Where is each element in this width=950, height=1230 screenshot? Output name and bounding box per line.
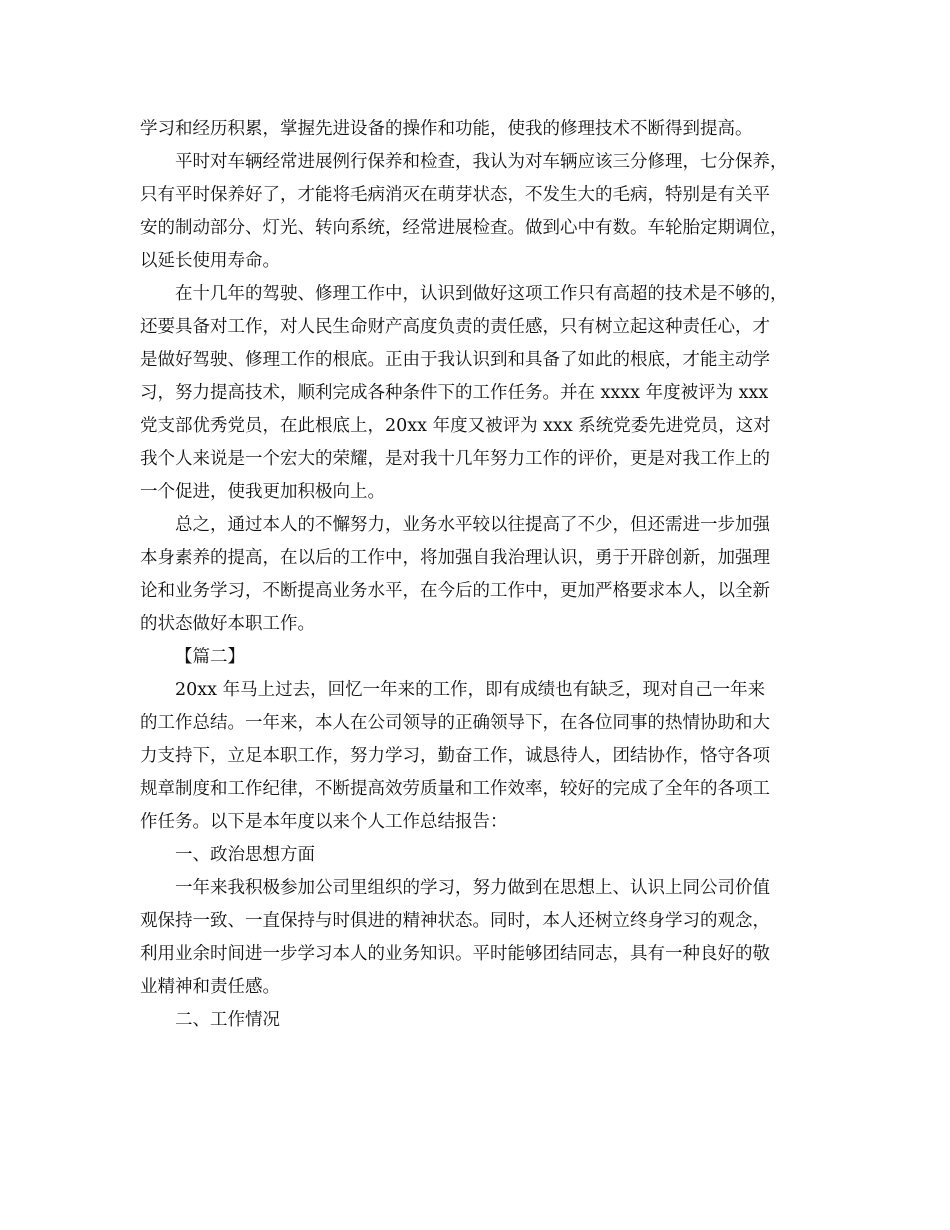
- text-line: 观保持一致、一直保持与时俱进的精神状态。同时，本人还树立终身学习的观念，: [140, 911, 770, 931]
- text-line: 以延长使用寿命。: [140, 251, 280, 271]
- subsection-heading: 二、工作情况: [175, 1010, 280, 1030]
- text-line: 业精神和责任感。: [140, 977, 280, 997]
- text-line: 一年来我积极参加公司里组织的学习，努力做到在思想上、认识上同公司价值: [175, 878, 770, 898]
- text-line: 习，努力提高技术，顺利完成各种条件下的工作任务。并在 xxxx 年度被评为 xxx: [140, 383, 769, 403]
- text-line: 党支部优秀党员，在此根底上，20xx 年度又被评为 xxx 系统党委先进党员，这对: [140, 416, 771, 436]
- text-line: 在十几年的驾驶、修理工作中，认识到做好这项工作只有高超的技术是不够的，: [175, 284, 788, 304]
- subsection-heading: 一、政治思想方面: [175, 845, 315, 865]
- document-body: [140, 113, 830, 1037]
- text-line: 一个促进，使我更加积极向上。: [140, 482, 385, 502]
- text-line: 20xx 年马上过去，回忆一年来的工作，即有成绩也有缺乏，现对自己一年来: [175, 680, 766, 700]
- text-line: 的工作总结。一年来，本人在公司领导的正确领导下，在各位同事的热情协助和大: [140, 713, 770, 733]
- text-line: 本身素养的提高，在以后的工作中，将加强自我治理认识，勇于开辟创新，加强理: [140, 548, 770, 568]
- text-line: 论和业务学习，不断提高业务水平，在今后的工作中，更加严格要求本人，以全新: [140, 581, 770, 601]
- text-line: 我个人来说是一个宏大的荣耀，是对我十几年努力工作的评价，更是对我工作上的: [140, 449, 770, 469]
- text-line: 规章制度和工作纪律，不断提高效劳质量和工作效率，较好的完成了全年的各项工: [140, 779, 770, 799]
- text-line: 平时对车辆经常进展例行保养和检查，我认为对车辆应该三分修理，七分保养，: [175, 152, 788, 172]
- text-line: 是做好驾驶、修理工作的根底。正由于我认识到和具备了如此的根底，才能主动学: [140, 350, 770, 370]
- text-line: 力支持下，立足本职工作，努力学习，勤奋工作，诚恳待人，团结协作，恪守各项: [140, 746, 770, 766]
- text-line: 作任务。以下是本年度以来个人工作总结报告：: [140, 812, 508, 832]
- text-line: 总之，通过本人的不懈努力，业务水平较以往提高了不少，但还需进一步加强: [175, 515, 770, 535]
- text-line: 学习和经历积累，掌握先进设备的操作和功能，使我的修理技术不断得到提高。: [140, 119, 753, 139]
- text-line: 的状态做好本职工作。: [140, 614, 315, 634]
- text-line: 利用业余时间进一步学习本人的业务知识。平时能够团结同志，具有一种良好的敬: [140, 944, 770, 964]
- text-line: 安的制动部分、灯光、转向系统，经常进展检查。做到心中有数。车轮胎定期调位，: [140, 218, 788, 238]
- text-line: 只有平时保养好了，才能将毛病消灭在萌芽状态，不发生大的毛病，特别是有关平: [140, 185, 770, 205]
- text-line: 还要具备对工作，对人民生命财产高度负责的责任感，只有树立起这种责任心，才: [140, 317, 770, 337]
- section-heading: 【篇二】: [175, 647, 245, 667]
